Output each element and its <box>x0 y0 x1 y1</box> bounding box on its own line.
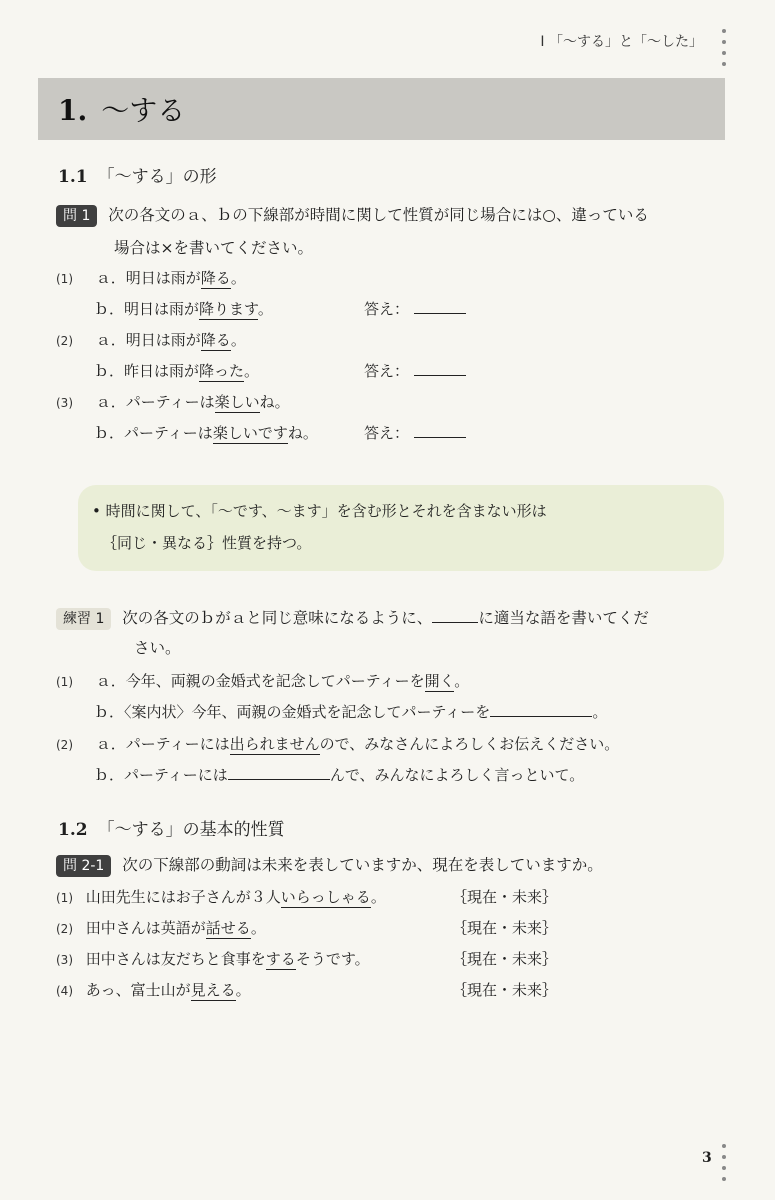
underlined-word: 降る <box>200 269 231 287</box>
summary-note-box <box>78 485 724 571</box>
item-text: 。 <box>250 919 266 937</box>
note-line-1: • 時間に関して、「～です、～ます」を含む形とそれを含まない形は <box>92 502 547 520</box>
item-text: ａ．パーティーには <box>95 735 230 753</box>
q21-item-3 <box>56 948 370 969</box>
item-text: ｂ．明日は雨が <box>94 300 200 318</box>
section-number: 1.2 <box>58 820 88 840</box>
item-number: (2) <box>56 738 73 752</box>
chapter-number: 1. <box>58 94 88 127</box>
q21-choice-1[interactable]: ｛現在・未来｝ <box>452 888 558 906</box>
q21-choice-4[interactable]: ｛現在・未来｝ <box>452 981 558 999</box>
answer-label: 答え： <box>364 300 410 318</box>
q21-item-4 <box>56 979 251 1000</box>
item-text: 山田先生にはお子さんが３人 <box>85 888 281 906</box>
item-text: 。 <box>370 888 386 906</box>
page-number: 3 <box>702 1150 712 1166</box>
exercise-tag: 練習 1 <box>56 608 111 630</box>
answer-blank[interactable] <box>490 702 592 717</box>
item-number: (4) <box>56 984 73 998</box>
item-number: (3) <box>56 396 73 410</box>
q21-choice-2[interactable]: ｛現在・未来｝ <box>452 919 558 937</box>
item-text: んで、みんなによろしく言っといて。 <box>329 766 585 784</box>
question-text: 次の下線部の動詞は未来を表していますか、現在を表していますか。 <box>122 856 603 874</box>
item-number: (3) <box>56 953 73 967</box>
item-text: ｂ．昨日は雨が <box>94 362 200 380</box>
q1-item-1-a <box>56 267 246 288</box>
item-number: (1) <box>56 675 73 689</box>
item-text: ｂ．〈案内状〉今年、両親の金婚式を記念してパーティーを <box>94 703 491 721</box>
item-text: 。 <box>230 269 246 287</box>
q1-answer-3 <box>364 422 466 443</box>
underlined-word: 降る <box>200 331 231 349</box>
prompt-blank-sample <box>432 608 478 623</box>
item-number: (2) <box>56 922 73 936</box>
exercise-text: 次の各文のｂがａと同じ意味になるように、 <box>122 609 433 627</box>
answer-blank[interactable] <box>414 299 466 314</box>
underlined-word: 見える <box>190 981 236 999</box>
item-text: 。 <box>454 672 470 690</box>
underlined-word: 開く <box>424 672 455 690</box>
running-header: I 「～する」と「～した」 <box>540 34 703 50</box>
q21-choice-3[interactable]: ｛現在・未来｝ <box>452 950 558 968</box>
item-text: ａ．今年、両親の金婚式を記念してパーティーを <box>95 672 425 690</box>
item-text: ａ．明日は雨が <box>95 269 201 287</box>
answer-label: 答え： <box>364 362 410 380</box>
section-number: 1.1 <box>58 167 88 187</box>
answer-label: 答え： <box>364 424 410 442</box>
item-text: ね。 <box>287 424 318 442</box>
item-number: (2) <box>56 334 73 348</box>
item-text: ｂ．パーティーには <box>94 766 228 784</box>
item-text: ね。 <box>259 393 290 411</box>
question-tag: 問 2-1 <box>56 855 111 877</box>
answer-blank[interactable] <box>414 423 466 438</box>
item-text: ａ．パーティーは <box>95 393 215 411</box>
answer-blank[interactable] <box>414 361 466 376</box>
note-line-2: ｛同じ・異なる｝性質を持つ。 <box>102 534 312 552</box>
item-text: 田中さんは友だちと食事を <box>85 950 266 968</box>
header-dots-decoration <box>722 29 726 73</box>
exercise-1-prompt <box>56 606 649 630</box>
item-text: ｂ．パーティーは <box>94 424 213 442</box>
answer-blank[interactable] <box>228 765 330 780</box>
q1-answer-1 <box>364 298 466 319</box>
underlined-word: 降った <box>199 362 245 380</box>
item-text: 。 <box>244 362 260 380</box>
item-number: (1) <box>56 891 73 905</box>
item-text: 。 <box>592 703 608 721</box>
item-text: 田中さんは英語が <box>85 919 206 937</box>
q1-item-2-a <box>56 329 246 350</box>
item-text: あっ、富士山が <box>85 981 191 999</box>
exercise-text: に適当な語を書いてくだ <box>478 609 649 627</box>
footer-dots-decoration <box>722 1144 726 1188</box>
item-text: そうです。 <box>295 950 370 968</box>
chapter-title <box>58 89 185 129</box>
q21-item-1 <box>56 886 386 907</box>
item-text: ので、みなさんによろしくお伝えください。 <box>319 735 620 753</box>
question-text: 次の各文のａ、ｂの下線部が時間に関して性質が同じ場合には○、違っている <box>108 206 649 224</box>
underlined-word: する <box>265 950 296 968</box>
question-1-prompt <box>56 203 649 227</box>
ex1-item-1-a <box>56 670 469 691</box>
section-heading-1-2 <box>58 815 285 840</box>
question-tag: 問 1 <box>56 205 97 227</box>
chapter-title-text: ～する <box>101 94 186 127</box>
q1-item-3-a <box>56 391 290 412</box>
q1-item-1-b <box>94 298 273 319</box>
underlined-word: 楽しいです <box>212 424 288 442</box>
q1-answer-2 <box>364 360 466 381</box>
item-text: 。 <box>235 981 251 999</box>
underlined-word: 降ります <box>199 300 258 318</box>
item-text: 。 <box>230 331 246 349</box>
item-text: 。 <box>257 300 273 318</box>
ex1-item-2-b <box>94 764 584 785</box>
item-text: ａ．明日は雨が <box>95 331 201 349</box>
underlined-word: 出られません <box>229 735 320 753</box>
underlined-word: 楽しい <box>214 393 260 411</box>
exercise-1-prompt-line2: さい。 <box>134 639 181 657</box>
underlined-word: いらっしゃる <box>280 888 371 906</box>
q1-item-3-b <box>94 422 318 443</box>
section-title: 「～する」の基本的性質 <box>97 820 285 840</box>
section-heading-1-1 <box>58 162 217 187</box>
section-title: 「～する」の形 <box>97 167 217 187</box>
item-number: (1) <box>56 272 73 286</box>
question-1-prompt-line2: 場合は×を書いてください。 <box>114 239 313 257</box>
ex1-item-1-b <box>94 701 607 722</box>
q21-item-2 <box>56 917 266 938</box>
underlined-word: 話せる <box>205 919 251 937</box>
q1-item-2-b <box>94 360 259 381</box>
question-2-1-prompt <box>56 853 603 877</box>
ex1-item-2-a <box>56 733 619 754</box>
